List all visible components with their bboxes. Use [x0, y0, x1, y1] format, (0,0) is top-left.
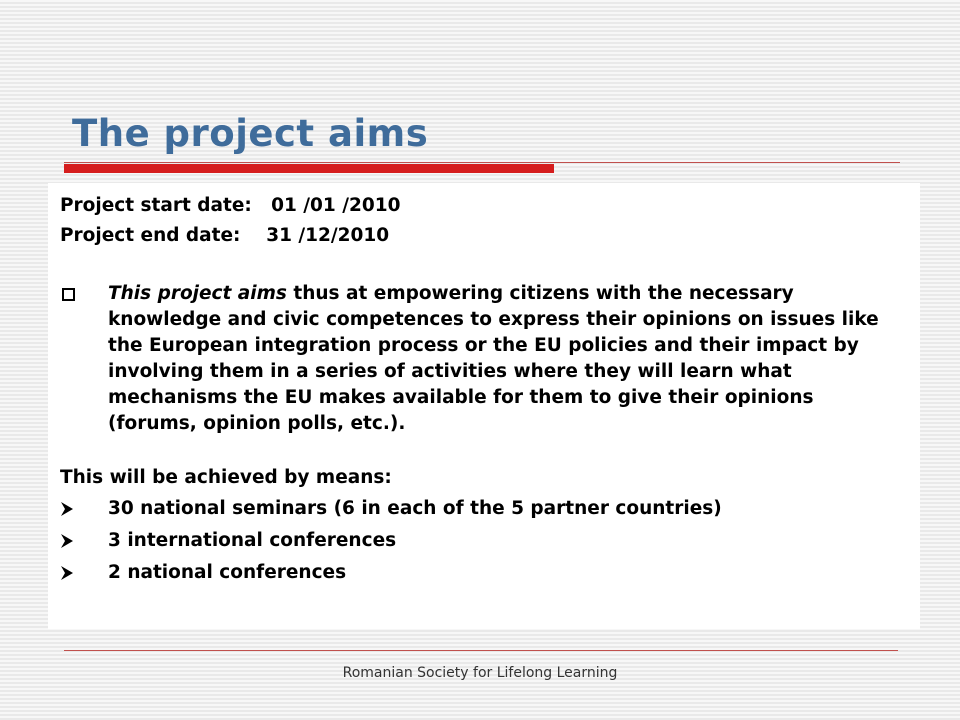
slide-title: The project aims	[72, 112, 429, 155]
title-divider-accent	[64, 164, 554, 173]
project-end-date: Project end date: 31 /12/2010	[60, 225, 390, 246]
content-area	[48, 183, 920, 629]
means-item-label: 3 international conferences	[108, 530, 397, 551]
means-list	[60, 493, 912, 589]
means-item-label: 2 national conferences	[108, 562, 347, 583]
aims-italic-lead: This project aims	[108, 283, 287, 304]
aims-body: thus at empowering citizens with the necessary knowledge and civic competences to express their opinions on issues like the European integration process or the EU policies and their impact by involving them in a series of activities where they will learn what mechanisms the EU makes available for them to give their opinions (forums, opinion polls, etc.).	[108, 283, 879, 434]
list-item	[60, 525, 912, 557]
footer-organization: Romanian Society for Lifelong Learning	[342, 665, 618, 681]
arrowhead-icon	[60, 502, 74, 516]
square-bullet-icon	[62, 288, 75, 301]
content-text	[60, 191, 912, 589]
project-start-date: Project start date: 01 /01 /2010	[60, 195, 401, 216]
arrowhead-icon	[60, 534, 74, 548]
title-divider-thin	[64, 162, 900, 163]
footer-divider	[64, 650, 898, 651]
list-item	[60, 557, 912, 589]
aims-bullet	[60, 281, 908, 437]
list-item	[60, 493, 912, 525]
achieved-intro: This will be achieved by means:	[60, 467, 392, 488]
means-item-label: 30 national seminars (6 in each of the 5 partner countries)	[108, 498, 722, 519]
arrowhead-icon	[60, 566, 74, 580]
